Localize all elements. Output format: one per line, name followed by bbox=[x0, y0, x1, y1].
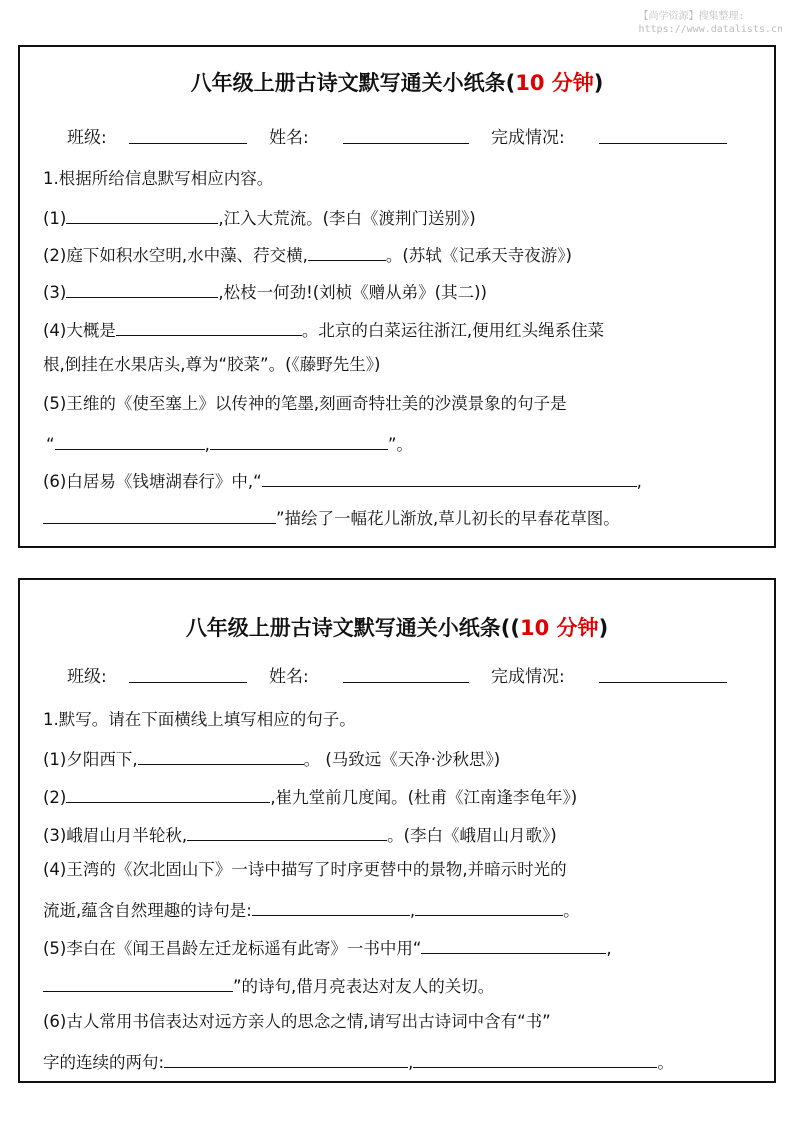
class-blank[interactable] bbox=[129, 123, 247, 144]
answer-blank[interactable] bbox=[413, 1049, 657, 1068]
question-6: (6)古人常用书信表达对远方亲人的思念之情,请写出古诗词中含有“书” bbox=[43, 1012, 551, 1031]
answer-blank[interactable] bbox=[308, 242, 386, 261]
question-1: (1) ,江入大荒流。(李白《渡荆门送别》) bbox=[43, 205, 476, 230]
question-6-cont: ”描绘了一幅花儿渐放,草儿初长的早春花草图。 bbox=[43, 505, 620, 530]
status-label: 完成情况: bbox=[491, 128, 565, 148]
card1-title: 八年级上册古诗文默写通关小纸条(10 分钟) bbox=[190, 71, 604, 95]
answer-blank[interactable] bbox=[138, 746, 304, 765]
time-limit: 10 分钟 bbox=[520, 616, 599, 640]
answer-blank[interactable] bbox=[66, 279, 218, 298]
answer-blank[interactable] bbox=[164, 1049, 408, 1068]
status-blank[interactable] bbox=[599, 662, 727, 683]
name-label: 姓名: bbox=[269, 128, 309, 148]
question-1: (1)夕阳西下, 。 (马致远《天净·沙秋思》) bbox=[43, 746, 500, 771]
answer-blank[interactable] bbox=[66, 784, 270, 803]
worksheet-card-1 bbox=[18, 45, 776, 548]
question-2: (2)庭下如积水空明,水中藻、荇交横, 。(苏轼《记承天寺夜游》) bbox=[43, 242, 572, 267]
answer-blank[interactable] bbox=[66, 205, 218, 224]
answer-blank[interactable] bbox=[43, 973, 233, 992]
question-intro: 1.根据所给信息默写相应内容。 bbox=[43, 169, 274, 188]
name-label: 姓名: bbox=[269, 667, 309, 687]
answer-blank[interactable] bbox=[210, 431, 388, 450]
question-4-cont: 根,倒挂在水果店头,尊为“胶菜”。(《藤野先生》) bbox=[43, 355, 381, 374]
question-6-cont: 字的连续的两句: , 。 bbox=[43, 1049, 674, 1074]
watermark-line2: https://www.datalists.cn bbox=[638, 24, 783, 35]
answer-blank[interactable] bbox=[116, 317, 302, 336]
question-6: (6)白居易《钱塘湖春行》中,“ , bbox=[43, 468, 642, 493]
question-5-cont: “ , ”。 bbox=[46, 431, 413, 456]
answer-blank[interactable] bbox=[43, 505, 276, 524]
question-2: (2) ,崔九堂前几度闻。(杜甫《江南逢李龟年》) bbox=[43, 784, 577, 809]
answer-blank[interactable] bbox=[55, 431, 205, 450]
question-4: (4)王湾的《次北固山下》一诗中描写了时序更替中的景物,并暗示时光的 bbox=[43, 860, 567, 879]
name-blank[interactable] bbox=[343, 123, 469, 144]
question-intro: 1.默写。请在下面横线上填写相应的句子。 bbox=[43, 710, 356, 729]
question-3: (3)峨眉山月半轮秋, 。(李白《峨眉山月歌》) bbox=[43, 822, 557, 847]
answer-blank[interactable] bbox=[421, 935, 606, 954]
question-3: (3) ,松枝一何劲!(刘桢《赠从弟》(其二)) bbox=[43, 279, 487, 304]
answer-blank[interactable] bbox=[262, 468, 637, 487]
worksheet-card-2 bbox=[18, 578, 776, 1083]
answer-blank[interactable] bbox=[252, 897, 410, 916]
time-limit: 10 分钟 bbox=[515, 71, 594, 95]
question-5: (5)王维的《使至塞上》以传神的笔墨,刻画奇特壮美的沙漠景象的句子是 bbox=[43, 394, 567, 413]
class-label: 班级: bbox=[67, 667, 107, 687]
status-blank[interactable] bbox=[599, 123, 727, 144]
answer-blank[interactable] bbox=[415, 897, 563, 916]
question-4-cont: 流逝,蕴含自然理趣的诗句是: , 。 bbox=[43, 897, 580, 922]
watermark-line1: 【尚学资源】搜集整理: bbox=[638, 11, 745, 22]
question-5-cont: ”的诗句,借月亮表达对友人的关切。 bbox=[43, 973, 494, 998]
question-4: (4)大概是 。北京的白菜运往浙江,便用红头绳系住菜 bbox=[43, 317, 604, 342]
answer-blank[interactable] bbox=[187, 822, 387, 841]
class-blank[interactable] bbox=[129, 662, 247, 683]
status-label: 完成情况: bbox=[491, 667, 565, 687]
card2-title: 八年级上册古诗文默写通关小纸条((10 分钟) bbox=[185, 616, 609, 640]
question-5: (5)李白在《闻王昌龄左迁龙标遥有此寄》一书中用“ , bbox=[43, 935, 612, 960]
watermark bbox=[639, 10, 784, 36]
class-label: 班级: bbox=[67, 128, 107, 148]
name-blank[interactable] bbox=[343, 662, 469, 683]
